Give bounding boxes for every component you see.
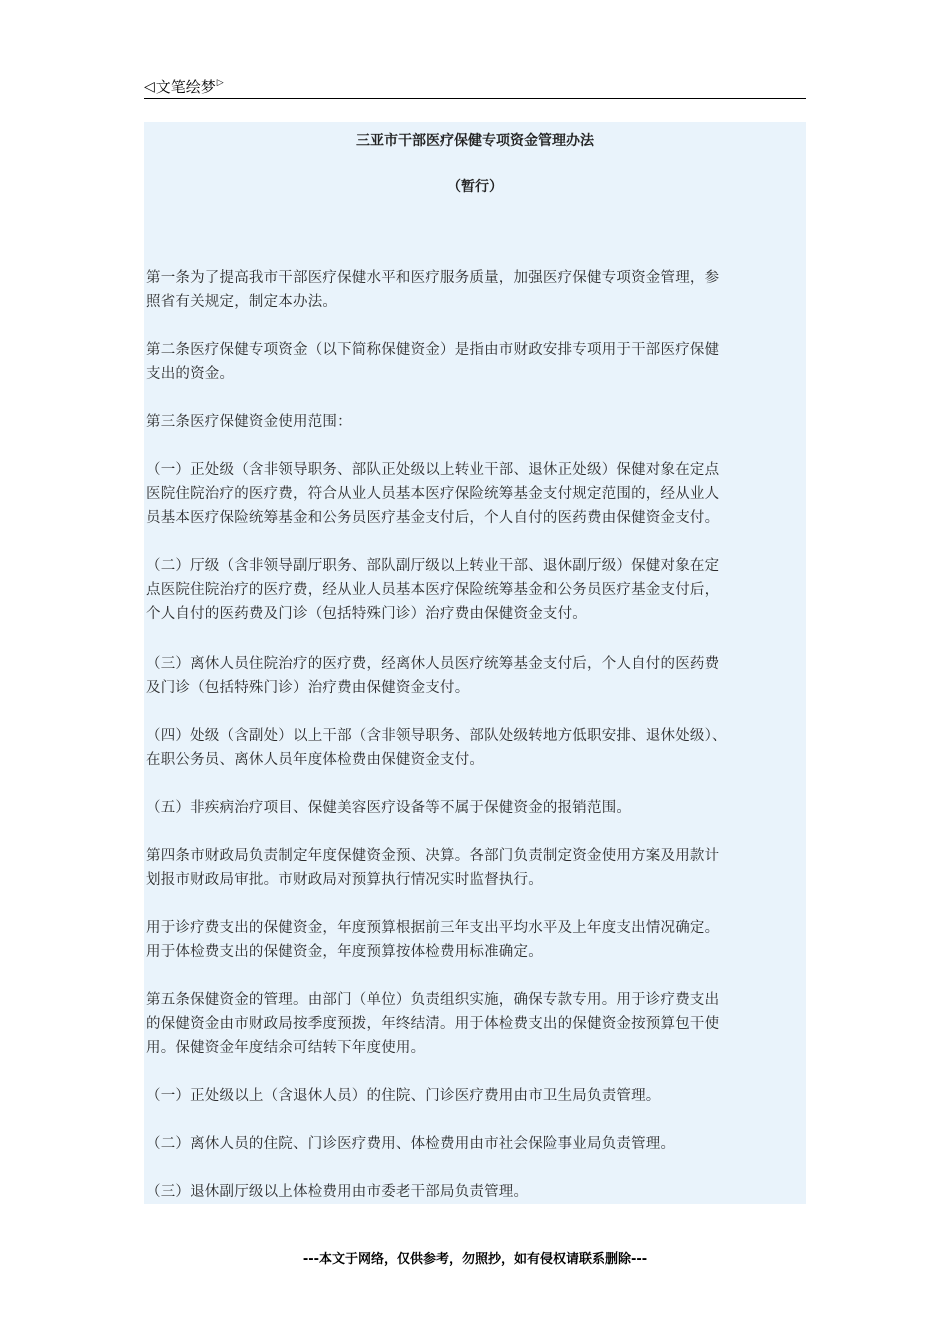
paragraph: （一）正处级（含非领导职务、部队正处级以上转业干部、退休正处级）保健对象在定点 医院住院治疗的医疗费，符合从业人员基本医疗保险统筹基金支付规定范围的，经从业人 员基本医疗保险统筹基金和公务员医疗基金支付后，个人自付的医药费由保健资金支付。 (146, 462, 720, 526)
paragraph: 用于诊疗费支出的保健资金，年度预算根据前三年支出平均水平及上年度支出情况确定。 用于体检费支出的保健资金，年度预算按体检费用标准确定。 (146, 920, 720, 960)
paragraph: 第五条保健资金的管理。由部门（单位）负责组织实施，确保专款专用。用于诊疗费支出 的保健资金由市财政局按季度预拨，年终结清。用于体检费支出的保健资金按预算包干使 用。保健资金年度结余可结转下年度使用。 (146, 992, 720, 1056)
document-subtitle: （暂行） (447, 179, 503, 195)
paragraph: 第一条为了提高我市干部医疗保健水平和医疗服务质量，加强医疗保健专项资金管理，参 照省有关规定，制定本办法。 (146, 270, 720, 310)
paragraph: （三）退休副厅级以上体检费用由市委老干部局负责管理。 (146, 1184, 529, 1200)
paragraph: （三）离休人员住院治疗的医疗费，经离休人员医疗统筹基金支付后，个人自付的医药费 及门诊（包括特殊门诊）治疗费由保健资金支付。 (146, 656, 720, 696)
paragraph: （四）处级（含副处）以上干部（含非领导职务、部队处级转地方低职安排、退休处级）、 在职公务员、离休人员年度体检费由保健资金支付。 (146, 728, 727, 768)
paragraph: 第三条医疗保健资金使用范围： (146, 414, 352, 430)
paragraph: （一）正处级以上（含退休人员）的住院、门诊医疗费用由市卫生局负责管理。 (146, 1088, 661, 1104)
paragraph: （五）非疾病治疗项目、保健美容医疗设备等不属于保健资金的报销范围。 (146, 800, 632, 816)
header-brand-text: 文笔绘梦 (155, 78, 216, 96)
document-title: 三亚市干部医疗保健专项资金管理办法 (356, 133, 594, 149)
header-brand (144, 76, 224, 97)
page-header (144, 74, 806, 99)
left-triangle-icon: ◁ (144, 78, 155, 95)
right-triangle-icon: ▷ (216, 77, 224, 88)
paragraph: （二）厅级（含非领导副厅职务、部队副厅级以上转业干部、退休副厅级）保健对象在定 点医院住院治疗的医疗费，经从业人员基本医疗保险统筹基金和公务员医疗基金支付后， 个人自付的医药费及门诊（包括特殊门诊）治疗费由保健资金支付。 (146, 558, 720, 622)
paragraph: 第四条市财政局负责制定年度保健资金预、决算。各部门负责制定资金使用方案及用款计 划报市财政局审批。市财政局对预算执行情况实时监督执行。 (146, 848, 720, 888)
footer-disclaimer: ---本文于网络，仅供参考，勿照抄，如有侵权请联系删除--- (302, 1252, 648, 1267)
paragraph: （二）离休人员的住院、门诊医疗费用、体检费用由市社会保险事业局负责管理。 (146, 1136, 676, 1152)
document-body (144, 122, 806, 1204)
paragraph: 第二条医疗保健专项资金（以下简称保健资金）是指由市财政安排专项用于干部医疗保健 支出的资金。 (146, 342, 720, 382)
